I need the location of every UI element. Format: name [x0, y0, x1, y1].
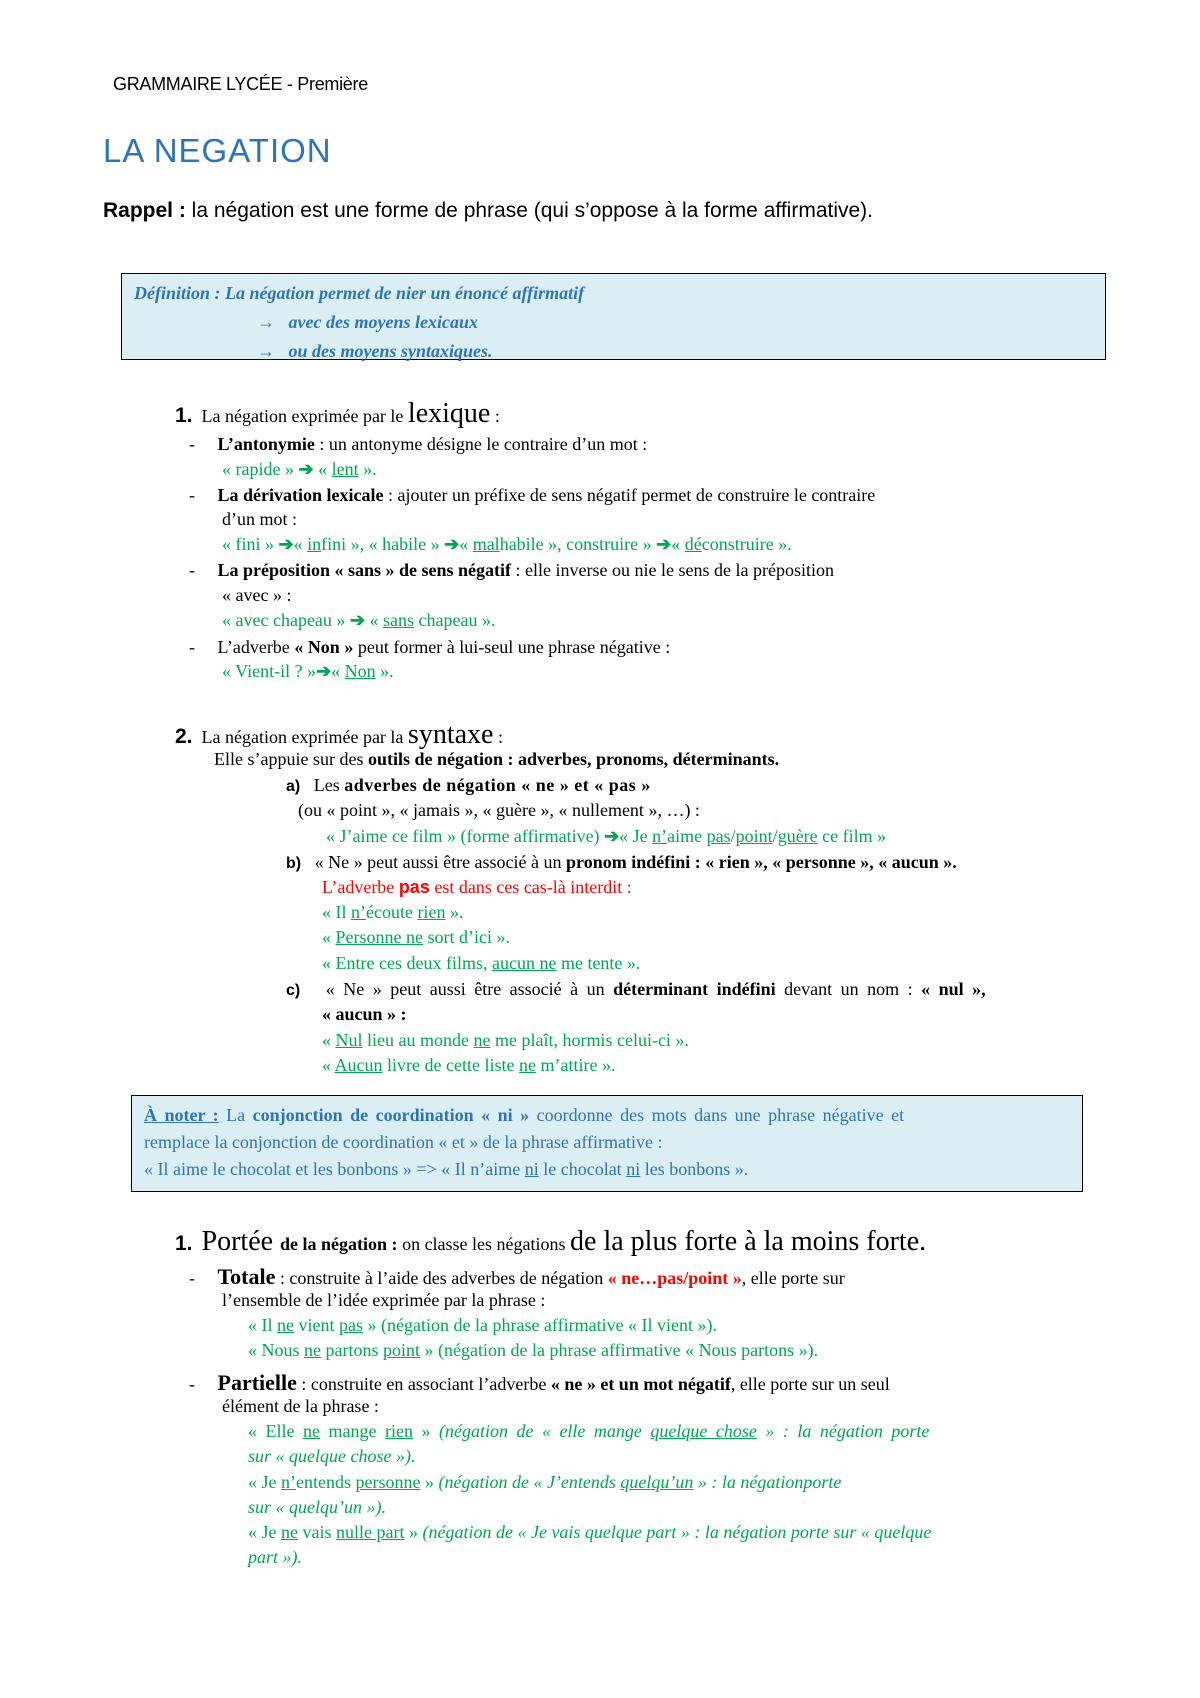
- rappel-text: la négation est une forme de phrase (qui s’oppose à la forme affirmative).: [185, 199, 873, 222]
- arrow-icon: ➔: [656, 534, 672, 554]
- underlined-word: ne: [281, 1522, 298, 1542]
- rappel-label: Rappel :: [103, 199, 186, 222]
- list-item-antonymie: [189, 434, 647, 455]
- bullet: -: [189, 434, 195, 454]
- example-line: sur « quelqu’un »).: [248, 1497, 386, 1517]
- heading-keyword: de la plus forte à la moins forte.: [570, 1226, 927, 1257]
- underlined-word: ne: [406, 927, 423, 947]
- example-text: ».: [375, 661, 394, 681]
- example-line: [322, 902, 463, 923]
- list-item-partielle: [189, 1370, 890, 1396]
- example-text: vient: [294, 1315, 339, 1335]
- list-item-totale: [189, 1264, 845, 1290]
- note-text: remplace la conjonction de coordination « et » de la phrase affirmative :: [144, 1132, 663, 1152]
- example-text: habile », construire »: [499, 534, 652, 554]
- example-text: «: [369, 610, 384, 630]
- example-text: me plaît, hormis celui-ci ».: [490, 1030, 689, 1050]
- underlined-word: in: [307, 534, 322, 554]
- example-text: «: [459, 534, 473, 554]
- definition-item: avec des moyens lexicaux: [288, 312, 478, 332]
- example-line: [322, 1055, 615, 1076]
- section-2-heading: [175, 719, 503, 751]
- example-text: »: [404, 1522, 423, 1542]
- definition-item: ou des moyens syntaxiques.: [288, 341, 493, 361]
- term-label: Partielle: [217, 1370, 297, 1395]
- item-text: « Ne » peut aussi être associé à un: [314, 852, 567, 872]
- example-text: «: [322, 1055, 335, 1075]
- underlined-word: aucun: [491, 953, 535, 973]
- list-item-preposition: [189, 560, 834, 581]
- item-a: [286, 775, 651, 796]
- definition-label: Définition :: [134, 283, 221, 303]
- note-bold: conjonction de coordination « ni »: [252, 1105, 530, 1125]
- example-text: le chocolat: [538, 1159, 627, 1179]
- heading-text: on classe les négations: [397, 1234, 571, 1254]
- term-text: : un antonyme désigne le contraire d’un mot :: [314, 434, 648, 454]
- example-text: «: [331, 661, 345, 681]
- item-text: « Ne » peut aussi être associé à un: [325, 979, 614, 999]
- item-bold: adverbes de négation « ne » et « pas »: [344, 775, 651, 795]
- example-text: « J’aime ce film » (forme affirmative): [326, 826, 605, 846]
- example-line: sur « quelque chose »).: [248, 1446, 416, 1466]
- underlined-word: Personne: [335, 927, 402, 947]
- rappel-paragraph: [103, 199, 873, 223]
- example-text: « Je: [619, 826, 653, 846]
- underlined-word: nulle part: [336, 1522, 405, 1542]
- example-text: « Nous: [248, 1340, 305, 1360]
- underlined-word: guère: [777, 826, 818, 846]
- heading-tail: :: [490, 406, 500, 426]
- example-text: lieu au monde: [362, 1030, 474, 1050]
- term-label: « Non »: [294, 637, 354, 657]
- underlined-word: ni: [626, 1159, 641, 1179]
- heading-keyword: lexique: [407, 398, 491, 429]
- item-bold: pronom indéfini : « rien », « personne », « aucun ».: [566, 852, 957, 872]
- item-letter: a): [286, 778, 301, 795]
- example-italic: » : la négationporte: [693, 1472, 842, 1492]
- item-letter: b): [286, 855, 302, 872]
- example-text: « Entre ces deux films,: [322, 953, 492, 973]
- warning-line: [322, 877, 632, 898]
- example-line: [248, 1522, 931, 1543]
- example-text: « rapide »: [222, 459, 294, 479]
- term-text: : elle inverse ou nie le sens de la préposition: [511, 560, 834, 580]
- note-label: À noter :: [144, 1105, 219, 1125]
- term-label: Totale: [217, 1264, 276, 1289]
- item-text: devant un nom :: [775, 979, 922, 999]
- example-text: mange: [320, 1421, 385, 1441]
- example-text: chapeau ».: [414, 610, 496, 630]
- example-text: «: [318, 459, 332, 479]
- underlined-word: pas: [339, 1315, 363, 1335]
- warning-bold: pas: [398, 877, 430, 897]
- underlined-word: point: [735, 826, 773, 846]
- underlined-word: quelque chose: [650, 1421, 757, 1441]
- arrow-icon: →: [257, 341, 275, 361]
- item-text: Les: [313, 775, 345, 795]
- section-number: 2.: [175, 725, 193, 748]
- underlined-word: lent: [331, 459, 359, 479]
- item-b: [286, 852, 957, 873]
- example-text: /: [730, 826, 736, 846]
- example-text: »: [420, 1472, 439, 1492]
- term-label: La dérivation lexicale: [217, 485, 384, 505]
- list-item-derivation: [189, 485, 875, 506]
- underlined-word: mal: [472, 534, 500, 554]
- term-label: L’antonymie: [217, 434, 315, 454]
- item-bold: « nul »,: [921, 979, 986, 999]
- term-text: : construite à l’aide des adverbes de négation: [275, 1268, 608, 1288]
- section-3-heading: [175, 1226, 926, 1258]
- example-italic: » : la négation porte: [756, 1421, 930, 1441]
- term-text-continued: d’un mot :: [222, 509, 297, 529]
- heading-keyword: Portée: [201, 1226, 281, 1257]
- example-text: «: [322, 927, 336, 947]
- example-text: /: [772, 826, 778, 846]
- example-text: «: [322, 1030, 336, 1050]
- example-text: « Il: [248, 1315, 277, 1335]
- intro-text: Elle s’appuie sur des: [214, 749, 368, 769]
- term-text-continued: « avec » :: [222, 585, 292, 605]
- example-line: [248, 1340, 818, 1361]
- note-box: [131, 1095, 1083, 1192]
- underlined-word: rien: [417, 902, 446, 922]
- underlined-word: ne: [518, 1055, 536, 1075]
- underlined-word: n’: [652, 826, 668, 846]
- heading-bold: de la négation :: [280, 1234, 398, 1254]
- document-header: GRAMMAIRE LYCÉE - Première: [113, 74, 368, 94]
- example-text: vais: [298, 1522, 336, 1542]
- example-line: [322, 953, 640, 974]
- note-text: La: [218, 1105, 253, 1125]
- definition-text: La négation permet de nier un énoncé affirmatif: [220, 283, 585, 303]
- term-text: L’adverbe: [217, 637, 295, 657]
- definition-box: [121, 273, 1106, 360]
- example-text: « Je: [248, 1472, 281, 1492]
- underlined-word: ne: [539, 953, 557, 973]
- term-text-continued: élément de la phrase :: [222, 1396, 379, 1416]
- term-bold: « ne » et un mot négatif: [550, 1374, 731, 1394]
- example-text: « fini »: [222, 534, 274, 554]
- example-italic: (négation de « elle mange: [438, 1421, 651, 1441]
- term-red: « ne…pas/point »: [607, 1268, 742, 1288]
- term-text: , elle porte sur un seul: [730, 1374, 890, 1394]
- underlined-word: pas: [706, 826, 731, 846]
- term-text: peut former à lui-seul une phrase négative :: [353, 637, 671, 657]
- arrow-icon: →: [257, 312, 275, 332]
- section-number: 1.: [175, 1232, 193, 1255]
- arrow-icon: ➔: [604, 826, 620, 846]
- example-line: [222, 534, 792, 555]
- example-text: sort d’ici ».: [423, 927, 510, 947]
- example-line: [322, 927, 510, 948]
- example-text: écoute: [366, 902, 418, 922]
- example-text: » (négation de la phrase affirmative « Nous partons »).: [420, 1340, 819, 1360]
- underlined-word: ne: [303, 1421, 320, 1441]
- example-text: «: [293, 534, 308, 554]
- example-text: ce film »: [817, 826, 887, 846]
- warning-text: L’adverbe: [322, 877, 399, 897]
- bullet: -: [189, 1268, 195, 1288]
- underlined-word: n’: [351, 902, 366, 922]
- example-text: » (négation de la phrase affirmative « Il vient »).: [363, 1315, 718, 1335]
- example-text: « avec chapeau »: [222, 610, 346, 630]
- example-text: ».: [358, 459, 377, 479]
- underlined-word: rien: [384, 1421, 413, 1441]
- example-line: part »).: [248, 1547, 302, 1567]
- underlined-word: point: [383, 1340, 421, 1360]
- item-c: [286, 979, 986, 1000]
- list-item-non: [189, 637, 670, 658]
- example-text: « Il: [322, 902, 351, 922]
- example-line: [322, 1030, 689, 1051]
- underlined-word: ne: [304, 1340, 322, 1360]
- underlined-word: quelqu’un: [620, 1472, 694, 1492]
- section-1-heading: [175, 398, 500, 430]
- bullet: -: [189, 560, 195, 580]
- example-italic: (négation de « Je vais quelque part » : la négation porte sur « quelque: [422, 1522, 932, 1542]
- bullet: -: [189, 485, 195, 505]
- example-line: [222, 459, 377, 480]
- example-line: [248, 1315, 717, 1336]
- underlined-word: Non: [344, 661, 376, 681]
- example-text: m’attire ».: [535, 1055, 616, 1075]
- underlined-word: dé: [684, 534, 702, 554]
- bullet: -: [189, 637, 195, 657]
- example-text: aime: [667, 826, 707, 846]
- example-text: « Elle: [248, 1421, 303, 1441]
- note-text: coordonne des mots dans une phrase négative et: [529, 1105, 905, 1125]
- term-text: , elle porte sur: [741, 1268, 845, 1288]
- underlined-word: ne: [473, 1030, 491, 1050]
- underlined-word: Nul: [335, 1030, 363, 1050]
- example-italic: (négation de « J’entends: [438, 1472, 621, 1492]
- underlined-word: sans: [383, 610, 415, 630]
- item-a-variants: (ou « point », « jamais », « guère », « nullement », …) :: [298, 800, 700, 820]
- arrow-icon: ➔: [316, 661, 332, 681]
- heading-text: La négation exprimée par le: [201, 406, 408, 426]
- underlined-word: Aucun: [334, 1055, 383, 1075]
- example-line: [248, 1421, 929, 1442]
- example-line: [222, 610, 496, 631]
- example-text: me tente ».: [556, 953, 641, 973]
- underlined-word: n’: [281, 1472, 296, 1492]
- warning-text: est dans ces cas-là interdit :: [429, 877, 632, 897]
- example-line: [326, 826, 886, 847]
- heading-text: La négation exprimée par la: [201, 727, 408, 747]
- example-text: livre de cette liste: [382, 1055, 519, 1075]
- arrow-icon: ➔: [278, 534, 294, 554]
- item-bold: déterminant indéfini: [613, 979, 776, 999]
- bullet: -: [189, 1374, 195, 1394]
- intro-bold: outils de négation : adverbes, pronoms, déterminants.: [367, 749, 780, 769]
- underlined-word: ni: [524, 1159, 539, 1179]
- underlined-word: personne: [355, 1472, 421, 1492]
- underlined-word: ne: [277, 1315, 294, 1335]
- item-c-continued: « aucun » :: [322, 1004, 407, 1024]
- section-2-intro: [214, 749, 779, 770]
- example-text: « Je: [248, 1522, 281, 1542]
- arrow-icon: ➔: [345, 610, 370, 630]
- term-text: : construite en associant l’adverbe: [296, 1374, 551, 1394]
- page-title: LA NEGATION: [103, 132, 332, 169]
- example-text: construire ».: [701, 534, 792, 554]
- section-number: 1.: [175, 404, 193, 427]
- arrow-icon: ➔: [444, 534, 460, 554]
- arrow-icon: ➔: [293, 459, 319, 479]
- example-text: entends: [296, 1472, 356, 1492]
- example-text: ».: [445, 902, 464, 922]
- term-label: La préposition « sans » de sens négatif: [217, 560, 512, 580]
- item-letter: c): [286, 982, 301, 999]
- heading-keyword: syntaxe: [407, 719, 494, 750]
- example-line: [222, 661, 394, 682]
- example-text: partons: [321, 1340, 384, 1360]
- example-text: »: [412, 1421, 439, 1441]
- example-text: « Vient-il ? »: [222, 661, 317, 681]
- term-text: : ajouter un préfixe de sens négatif permet de construire le contraire: [383, 485, 876, 505]
- example-line: [248, 1472, 841, 1493]
- heading-tail: :: [493, 727, 503, 747]
- example-text: fini », « habile »: [321, 534, 440, 554]
- term-text-continued: l’ensemble de l’idée exprimée par la phrase :: [222, 1290, 546, 1310]
- note-example: [144, 1156, 1070, 1183]
- example-text: «: [671, 534, 685, 554]
- example-text: « Il aime le chocolat et les bonbons » => « Il n’aime: [144, 1159, 525, 1179]
- example-text: les bonbons ».: [640, 1159, 749, 1179]
